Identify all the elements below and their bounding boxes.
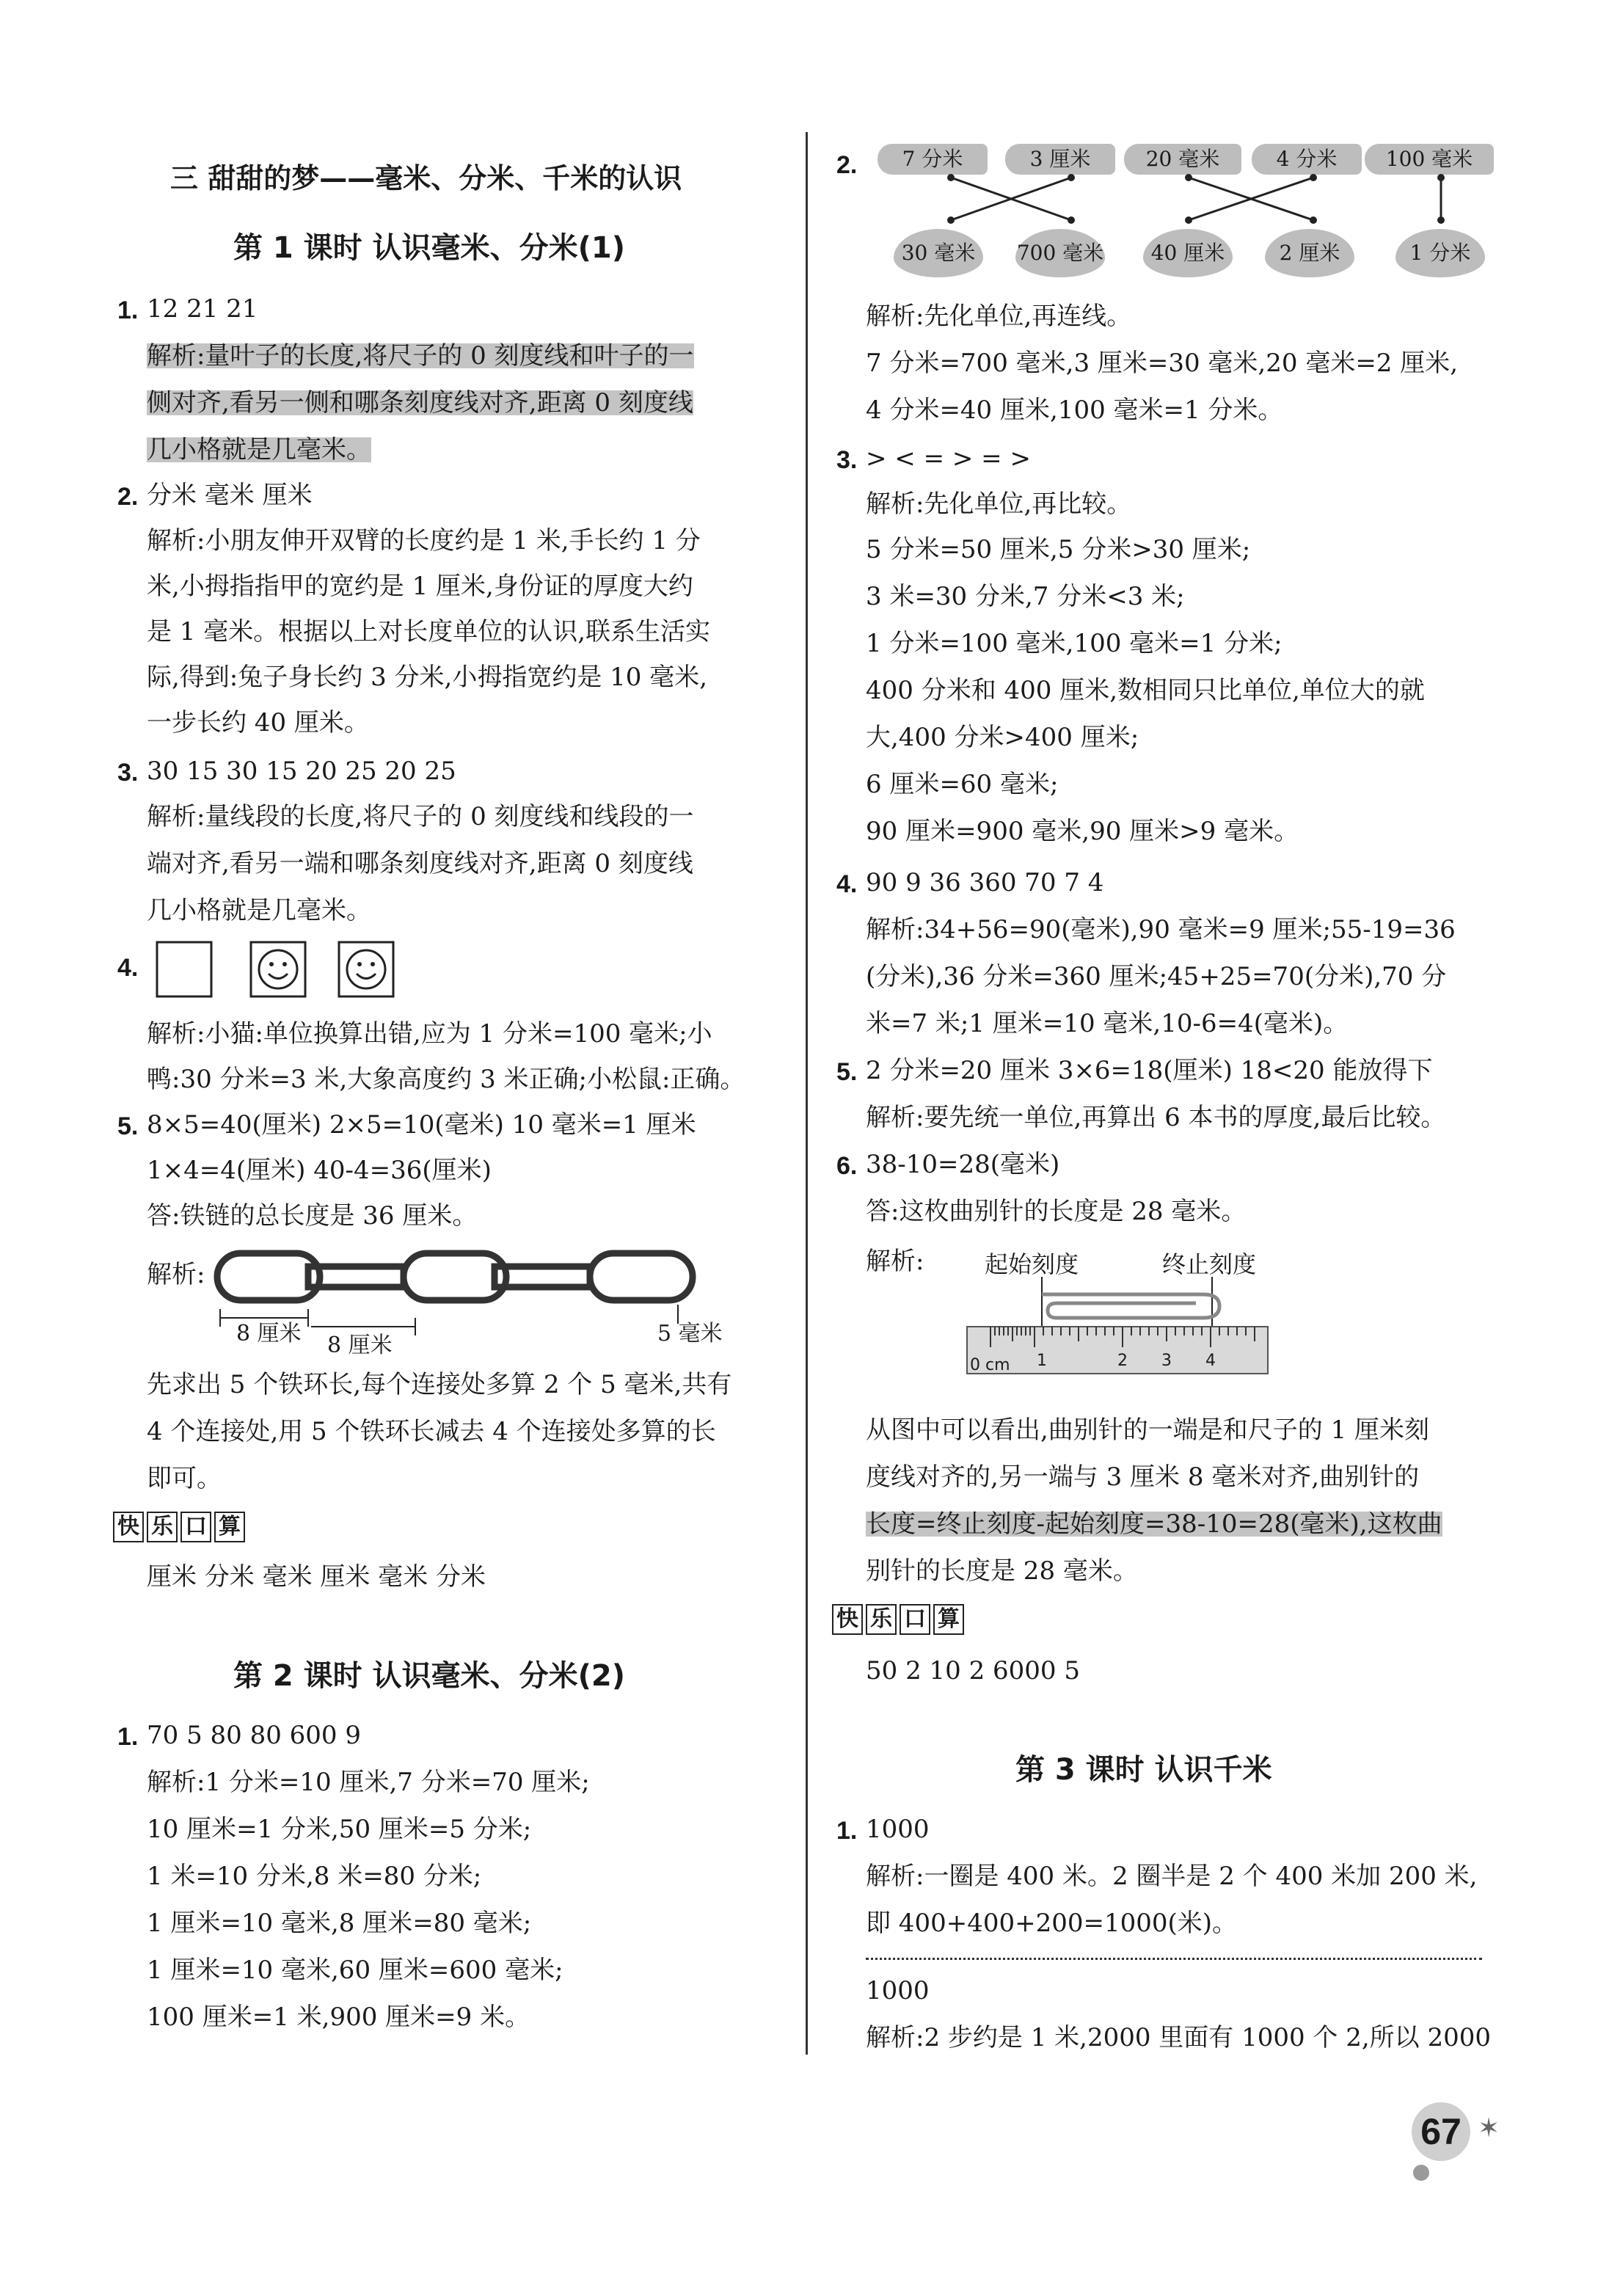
l2-q1-answer: 70 5 80 80 600 9 bbox=[147, 1721, 361, 1750]
q1-analysis-line1: 解析:量叶子的长度,将尺子的 0 刻度线和叶子的一 bbox=[147, 341, 694, 371]
leaf-label: 700 毫米 bbox=[1015, 229, 1105, 277]
q1-number: 1. bbox=[117, 296, 139, 324]
r-q3-number: 3. bbox=[836, 446, 858, 474]
l2-q1-line1: 解析:1 分米=10 厘米,7 分米=70 厘米; bbox=[147, 1768, 590, 1797]
q5-analysis-line1: 先求出 5 个铁环长,每个连接处多算 2 个 5 毫米,共有 bbox=[147, 1370, 732, 1399]
ruler-tick-label: 0 cm bbox=[970, 1356, 1010, 1374]
q3-analysis-line3: 几小格就是几毫米。 bbox=[147, 896, 371, 925]
r-q6-analysis-label: 解析: bbox=[866, 1247, 924, 1276]
r-q3-analysis-line8: 90 厘米=900 毫米,90 厘米>9 毫米。 bbox=[866, 817, 1299, 846]
r-q2-analysis-line2: 7 分米=700 毫米,3 厘米=30 毫米,20 毫米=2 厘米, bbox=[866, 349, 1459, 378]
r-q4-answer: 90 9 36 360 70 7 4 bbox=[866, 868, 1104, 897]
lesson2-title: 第 2 课时 认识毫米、分米(2) bbox=[233, 1659, 626, 1693]
r-q3-analysis-line5: 400 分米和 400 厘米,数相同只比单位,单位大的就 bbox=[866, 676, 1425, 705]
leaf-label: 2 厘米 bbox=[1265, 229, 1354, 277]
ruler-tick-label: 2 bbox=[1117, 1352, 1128, 1370]
q1-answer: 12 21 21 bbox=[147, 294, 258, 324]
q1-analysis-line2: 侧对齐,看另一侧和哪条刻度线对齐,距离 0 刻度线 bbox=[147, 388, 693, 418]
caterpillar-label: 3 厘米 bbox=[1005, 144, 1115, 175]
q4-number: 4. bbox=[117, 954, 139, 982]
r-q4-analysis-line2: (分米),36 分米=360 厘米;45+25=70(分米),70 分 bbox=[866, 962, 1447, 991]
chain-measure-1: 8 厘米 bbox=[236, 1321, 302, 1346]
q4-analysis-line1: 解析:小猫:单位换算出错,应为 1 分米=100 毫米;小 bbox=[147, 1019, 712, 1049]
kuaile-answers-1: 厘米 分米 毫米 厘米 毫米 分米 bbox=[147, 1562, 486, 1592]
r-q6-analysis-line3: 长度=终止刻度-起始刻度=38-10=28(毫米),这枚曲 bbox=[866, 1509, 1442, 1539]
q5-line1: 8×5=40(厘米) 2×5=10(毫米) 10 毫米=1 厘米 bbox=[147, 1110, 696, 1140]
q4-answer-icons bbox=[156, 941, 405, 999]
r-q3-answer: > < = > = > bbox=[866, 444, 1031, 473]
ruler-tick-label: 3 bbox=[1161, 1352, 1172, 1370]
end-mark-label: 终止刻度 bbox=[1162, 1250, 1257, 1278]
chain-measure-3: 5 毫米 bbox=[657, 1321, 723, 1346]
ruler-tick-label: 4 bbox=[1205, 1352, 1216, 1370]
q2-analysis-line3: 是 1 毫米。根据以上对长度单位的认识,联系生活实 bbox=[147, 617, 711, 646]
q5-analysis-line3: 即可。 bbox=[147, 1464, 222, 1493]
caterpillar-label: 100 毫米 bbox=[1365, 144, 1494, 175]
r-q6-analysis-line2: 度线对齐的,另一端与 3 厘米 8 毫米对齐,曲别针的 bbox=[866, 1462, 1420, 1492]
r-q3-analysis-line7: 6 厘米=60 毫米; bbox=[866, 770, 1059, 799]
q1-analysis-line3: 几小格就是几毫米。 bbox=[147, 435, 371, 464]
kuaile-kousuan-label: 快 乐 口 算 bbox=[113, 1512, 248, 1542]
q5-line3: 答:铁链的总长度是 36 厘米。 bbox=[147, 1201, 478, 1231]
q5-line2: 1×4=4(厘米) 40-4=36(厘米) bbox=[147, 1156, 492, 1185]
l2-q1-line2: 10 厘米=1 分米,50 厘米=5 分米; bbox=[147, 1815, 532, 1844]
q2-analysis-line2: 米,小拇指指甲的宽约是 1 厘米,身份证的厚度大约 bbox=[147, 572, 693, 601]
kuaile-kousuan-label-right: 快 乐 口 算 bbox=[832, 1604, 967, 1635]
paperclip-icon bbox=[1042, 1294, 1219, 1318]
r-q6-answer: 38-10=28(毫米) bbox=[866, 1150, 1060, 1179]
r-q6-number: 6. bbox=[836, 1152, 858, 1180]
q2-analysis-line5: 一步长约 40 厘米。 bbox=[147, 708, 369, 737]
r-q6-analysis-line4: 别针的长度是 28 毫米。 bbox=[866, 1556, 1138, 1586]
lesson3-title: 第 3 课时 认识千米 bbox=[1015, 1753, 1272, 1787]
decorative-dot bbox=[1413, 2165, 1429, 2181]
r-q3-analysis-line1: 解析:先化单位,再比较。 bbox=[866, 489, 1132, 519]
q3-answer: 30 15 30 15 20 25 20 25 bbox=[147, 757, 456, 786]
q3-number: 3. bbox=[117, 759, 139, 787]
l3-q1-number: 1. bbox=[836, 1817, 858, 1845]
r-q5-number: 5. bbox=[836, 1058, 858, 1086]
ruler-tick-label: 1 bbox=[1037, 1352, 1047, 1370]
r-q2-analysis-line1: 解析:先化单位,再连线。 bbox=[866, 302, 1132, 331]
q2-answer: 分米 毫米 厘米 bbox=[147, 481, 313, 510]
l3-q1-answer-2: 1000 bbox=[866, 1976, 930, 2005]
r-q6-analysis-line1: 从图中可以看出,曲别针的一端是和尺子的 1 厘米刻 bbox=[866, 1415, 1430, 1445]
q5-analysis-label: 解析: bbox=[147, 1260, 205, 1289]
chain-measure-2: 8 厘米 bbox=[327, 1333, 393, 1358]
l2-q1-line4: 1 厘米=10 毫米,8 厘米=80 毫米; bbox=[147, 1909, 532, 1938]
chain-ring bbox=[217, 1253, 320, 1300]
q5-analysis-line2: 4 个连接处,用 5 个铁环长减去 4 个连接处多算的长 bbox=[147, 1417, 716, 1446]
l3-q1-analysis-line3: 解析:2 步约是 1 米,2000 里面有 1000 个 2,所以 2000 bbox=[866, 2023, 1492, 2052]
l3-q1-analysis-line2: 即 400+400+200=1000(米)。 bbox=[866, 1909, 1238, 1938]
q2-number: 2. bbox=[117, 483, 139, 511]
l2-q1-line6: 100 厘米=1 米,900 厘米=9 米。 bbox=[147, 2002, 530, 2032]
r-q2-analysis-line3: 4 分米=40 厘米,100 毫米=1 分米。 bbox=[866, 396, 1283, 425]
r-q5-analysis-line1: 解析:要先统一单位,再算出 6 本书的厚度,最后比较。 bbox=[866, 1103, 1446, 1132]
column-divider bbox=[806, 132, 808, 2055]
r-q3-analysis-line4: 1 分米=100 毫米,100 毫米=1 分米; bbox=[866, 629, 1282, 658]
r-q4-number: 4. bbox=[836, 870, 858, 898]
q5-number: 5. bbox=[117, 1112, 139, 1140]
r-q3-analysis-line6: 大,400 分米>400 厘米; bbox=[866, 723, 1139, 752]
l2-q1-number: 1. bbox=[117, 1723, 139, 1751]
caterpillar-label: 4 分米 bbox=[1252, 144, 1362, 175]
page-number: 67 bbox=[1412, 2102, 1470, 2161]
empty-box-icon bbox=[157, 942, 211, 996]
caterpillar-label: 20 毫米 bbox=[1124, 144, 1241, 175]
r-q3-analysis-line3: 3 米=30 分米,7 分米<3 米; bbox=[866, 582, 1185, 611]
dotted-separator bbox=[866, 1958, 1482, 1960]
kuaile-answers-2: 50 2 10 2 6000 5 bbox=[866, 1656, 1080, 1685]
r-q4-analysis-line3: 米=7 米;1 厘米=10 毫米,10-6=4(毫米)。 bbox=[866, 1009, 1349, 1038]
caterpillar-label: 7 分米 bbox=[878, 144, 988, 175]
q4-analysis-line2: 鸭:30 分米=3 米,大象高度约 3 米正确;小松鼠:正确。 bbox=[147, 1065, 745, 1094]
q3-analysis-line2: 端对齐,看另一端和哪条刻度线对齐,距离 0 刻度线 bbox=[147, 849, 693, 878]
chain-ring bbox=[590, 1253, 693, 1300]
smiley-face-icon bbox=[251, 942, 305, 996]
leaf-label: 30 毫米 bbox=[894, 229, 983, 277]
star-icon: ✶ bbox=[1478, 2113, 1500, 2143]
r-q6-answer-statement: 答:这枚曲别针的长度是 28 毫米。 bbox=[866, 1197, 1247, 1226]
chain-ring bbox=[404, 1253, 506, 1300]
lesson1-title: 第 1 课时 认识毫米、分米(1) bbox=[233, 231, 626, 265]
r-q4-analysis-line1: 解析:34+56=90(毫米),90 毫米=9 厘米;55-19=36 bbox=[866, 915, 1456, 944]
section-title: 三 甜甜的梦——毫米、分米、千米的认识 bbox=[170, 162, 682, 194]
q3-analysis-line1: 解析:量线段的长度,将尺子的 0 刻度线和线段的一 bbox=[147, 802, 694, 831]
r-q5-answer: 2 分米=20 厘米 3×6=18(厘米) 18<20 能放得下 bbox=[866, 1056, 1433, 1085]
l3-q1-analysis-line1: 解析:一圈是 400 米。2 圈半是 2 个 400 米加 200 米, bbox=[866, 1862, 1478, 1891]
smiley-face-icon bbox=[339, 942, 393, 996]
start-mark-label: 起始刻度 bbox=[985, 1250, 1079, 1278]
leaf-label: 40 厘米 bbox=[1143, 229, 1233, 277]
leaf-label: 1 分米 bbox=[1395, 229, 1485, 277]
matching-lines bbox=[866, 173, 1511, 226]
r-q2-number: 2. bbox=[836, 151, 858, 179]
q2-analysis-line4: 际,得到:兔子身长约 3 分米,小拇指宽约是 10 毫米, bbox=[147, 663, 708, 692]
q2-analysis-line1: 解析:小朋友伸开双臂的长度约是 1 米,手长约 1 分 bbox=[147, 526, 701, 555]
l3-q1-answer: 1000 bbox=[866, 1815, 930, 1844]
l2-q1-line5: 1 厘米=10 毫米,60 厘米=600 毫米; bbox=[147, 1956, 563, 1985]
r-q3-analysis-line2: 5 分米=50 厘米,5 分米>30 厘米; bbox=[866, 535, 1251, 564]
l2-q1-line3: 1 米=10 分米,8 米=80 分米; bbox=[147, 1862, 482, 1891]
